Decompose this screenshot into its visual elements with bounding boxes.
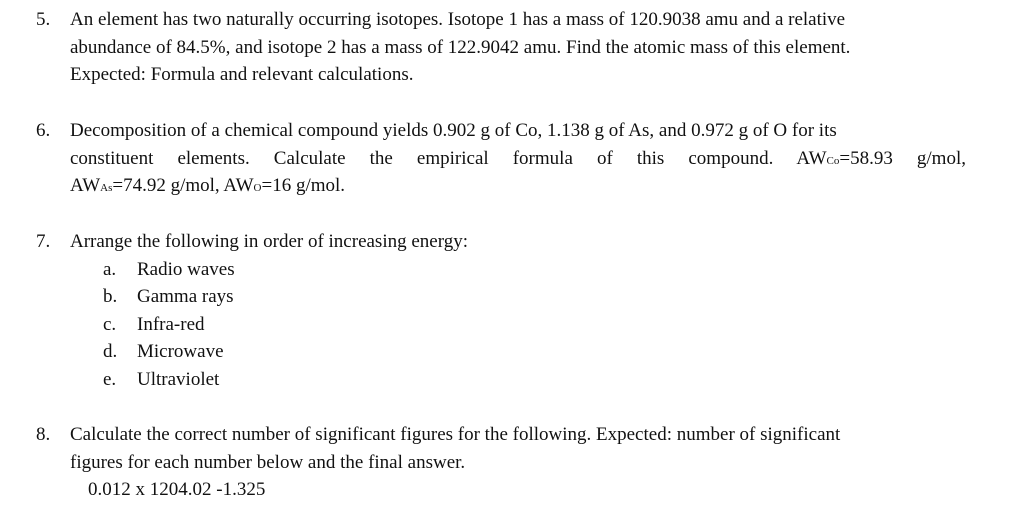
- atomic-weight-as: [70, 175, 220, 196]
- question-line: figures for each number below and the final answer.: [70, 451, 466, 473]
- question-line-text: constituent elements. Calculate the empirical formula of this compound.: [70, 147, 774, 169]
- option-letter: b.: [103, 286, 118, 307]
- option-letter: c.: [103, 313, 117, 335]
- option-text: Ultraviolet: [137, 368, 220, 390]
- question-line: Expected: Formula and relevant calculations.: [70, 64, 414, 85]
- aw-label: AW: [223, 175, 254, 196]
- subscript-as: As: [100, 182, 113, 194]
- question-number: 5.: [36, 9, 51, 30]
- question-line: Decomposition of a chemical compound yields 0.902 g of Co, 1.138 g of As, and 0.972 g of O for its: [70, 120, 837, 141]
- list-item: [103, 256, 966, 284]
- question-7: [36, 228, 966, 393]
- question-line: Arrange the following in order of increasing energy:: [70, 231, 468, 252]
- question-line: abundance of 84.5%, and isotope 2 has a mass of 122.9042 amu. Find the atomic mass of this element.: [70, 36, 851, 58]
- option-letter: a.: [103, 258, 117, 280]
- subscript-co: Co: [826, 154, 840, 167]
- question-line: [70, 145, 966, 173]
- question-line: An element has two naturally occurring isotopes. Isotope 1 has a mass of 120.9038 amu and a relative: [70, 9, 846, 30]
- aw-label: AW: [796, 147, 827, 169]
- question-number: 8.: [36, 424, 51, 445]
- aw-label: AW: [70, 175, 101, 196]
- subscript-o: O: [253, 182, 262, 194]
- option-text: Radio waves: [137, 258, 235, 280]
- atomic-weight-co: [796, 148, 966, 169]
- question-5: [36, 6, 966, 89]
- option-text: Gamma rays: [137, 286, 234, 307]
- question-body: [70, 117, 966, 200]
- option-list: [103, 256, 966, 394]
- option-letter: e.: [103, 368, 117, 390]
- question-6: [36, 117, 966, 200]
- question-8: [36, 421, 966, 504]
- question-body: [70, 421, 966, 504]
- question-body: [70, 6, 966, 89]
- list-item: [103, 283, 966, 311]
- question-body: [70, 228, 966, 393]
- question-line: Calculate the correct number of significant figures for the following. Expected: number of significant: [70, 424, 841, 445]
- as-value: =74.92 g/mol,: [112, 175, 220, 196]
- list-item: [103, 338, 966, 366]
- question-number: 6.: [36, 120, 51, 141]
- question-number: 7.: [36, 231, 51, 252]
- list-item: [103, 311, 966, 339]
- co-value: =58.93 g/mol,: [839, 147, 966, 169]
- o-value: =16 g/mol.: [261, 175, 346, 196]
- option-text: Infra-red: [137, 313, 205, 335]
- option-letter: d.: [103, 341, 118, 362]
- atomic-weight-o: [223, 175, 345, 196]
- math-expression: 0.012 x 1204.02 -1.325: [88, 479, 266, 500]
- option-text: Microwave: [137, 341, 224, 362]
- question-line: [70, 172, 966, 200]
- list-item: [103, 366, 966, 394]
